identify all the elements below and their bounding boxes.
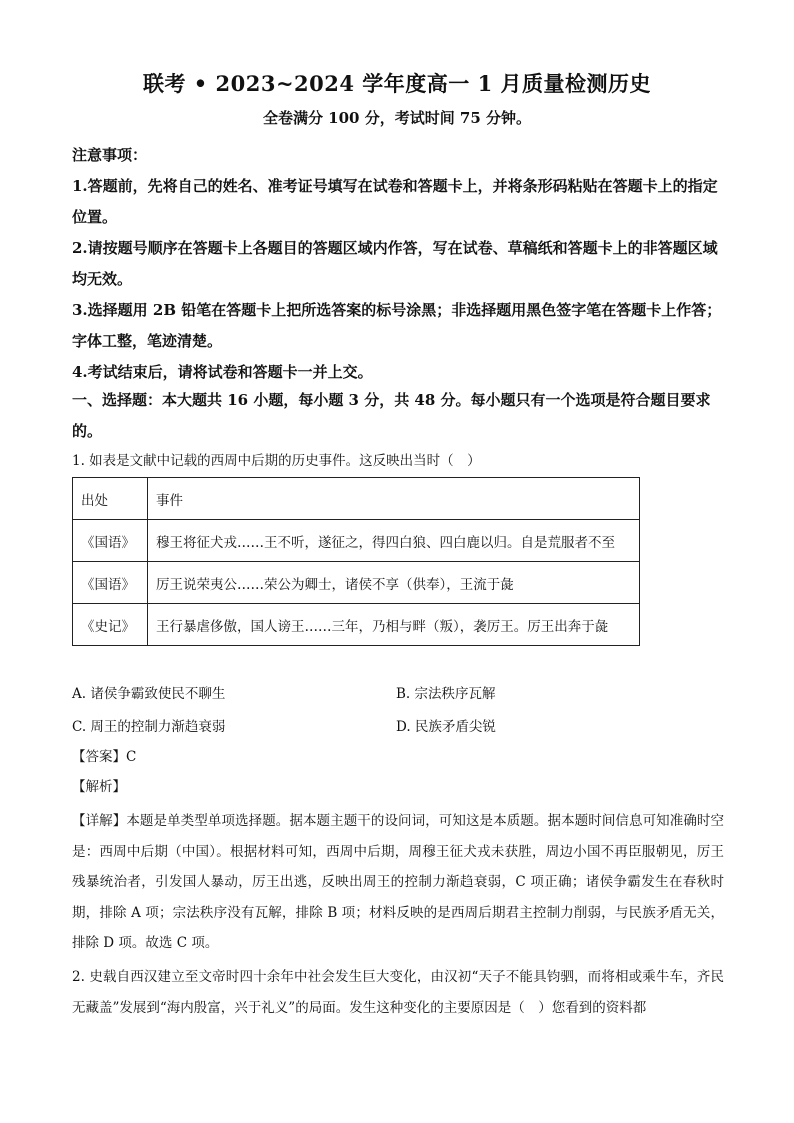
table-header-event: 事件 xyxy=(148,478,640,520)
analysis-label: 【解析】 xyxy=(72,779,126,795)
notes-item-3: 3.选择题用 2B 铅笔在答题卡上把所选答案的标号涂黑；非选择题用黑色签字笔在答题卡上作答；字体工整，笔迹清楚。 xyxy=(72,301,722,350)
answer-line xyxy=(72,746,136,768)
detail-paragraph xyxy=(72,806,724,959)
section-heading: 一、选择题：本大题共 16 小题，每小题 3 分，共 48 分。每小题只有一个选项是符合题目要求的。 xyxy=(72,391,711,440)
table-header-source: 出处 xyxy=(73,478,148,520)
page-title: 联考 • 2023~2024 学年度高一 1 月质量检测历史 xyxy=(142,71,652,96)
table-row xyxy=(73,604,640,646)
table-cell-source: 《国语》 xyxy=(73,520,148,562)
table-row xyxy=(73,562,640,604)
notes-heading: 注意事项： xyxy=(72,146,148,164)
table-row xyxy=(73,520,640,562)
table-header-row xyxy=(73,478,640,520)
option-c: C. 周王的控制力渐趋衰弱 xyxy=(72,719,226,735)
option-a: A. 诸侯争霸致使民不聊生 xyxy=(72,686,226,702)
table-cell-source: 《国语》 xyxy=(73,562,148,604)
option-b: B. 宗法秩序瓦解 xyxy=(396,686,496,702)
answer-label: 【答案】 xyxy=(72,749,126,765)
option-d: D. 民族矛盾尖锐 xyxy=(396,719,496,735)
notes-item-1: 1.答题前，先将自己的姓名、准考证号填写在试卷和答题卡上，并将条形码粘贴在答题卡上的指定位置。 xyxy=(72,177,718,226)
table-cell-event: 王行暴虐侈傲，国人谤王……三年，乃相与畔（叛），袭厉王。厉王出奔于彘 xyxy=(148,604,640,646)
question-2-stem: 2. 史载自西汉建立至文帝时四十余年中社会发生巨大变化，由汉初“天子不能具钧驷，而将相或乘牛车，齐民无藏盖”发展到“海内殷富，兴于礼义”的局面。发生这种变化的主要原因是（ ）您看到的资料都 xyxy=(72,969,724,1016)
notes-item-2: 2.请按题号顺序在答题卡上各题目的答题区域内作答，写在试卷、草稿纸和答题卡上的非答题区域均无效。 xyxy=(72,239,718,288)
question-1-stem: 1. 如表是文献中记载的西周中后期的历史事件。这反映出当时（ ） xyxy=(72,453,481,469)
answer-value: C xyxy=(126,749,137,765)
detail-text: 本题是单类型单项选择题。据本题主题干的设问词，可知这是本质题。据本题时间信息可知准确时空是：西周中后期（中国）。根据材料可知，西周中后期，周穆王征犬戎未获胜，周边小国不再臣服朝见，厉王残暴统治者，引发国人暴动，厉王出逃，反映出周王的控制力渐趋衰弱，C 项正确；诸侯争霸发生在春秋时期，排除 A 项；宗法秩序没有瓦解，排除 B 项；材料反映的是西周后期君主控制力削弱，与民族矛盾无关，排除 D 项。故选 C 项。 xyxy=(72,813,725,951)
question-1-table xyxy=(72,477,640,646)
table-cell-source: 《史记》 xyxy=(73,604,148,646)
detail-label: 【详解】 xyxy=(72,813,127,829)
table-cell-event: 穆王将征犬戎……王不听，遂征之，得四白狼、四白鹿以归。自是荒服者不至 xyxy=(148,520,640,562)
table-cell-event: 厉王说荣夷公……荣公为卿士，诸侯不享（供奉），王流于彘 xyxy=(148,562,640,604)
notes-item-4: 4.考试结束后，请将试卷和答题卡一并上交。 xyxy=(72,363,373,381)
page-subtitle: 全卷满分 100 分，考试时间 75 分钟。 xyxy=(262,109,532,127)
notes-section xyxy=(72,140,724,388)
